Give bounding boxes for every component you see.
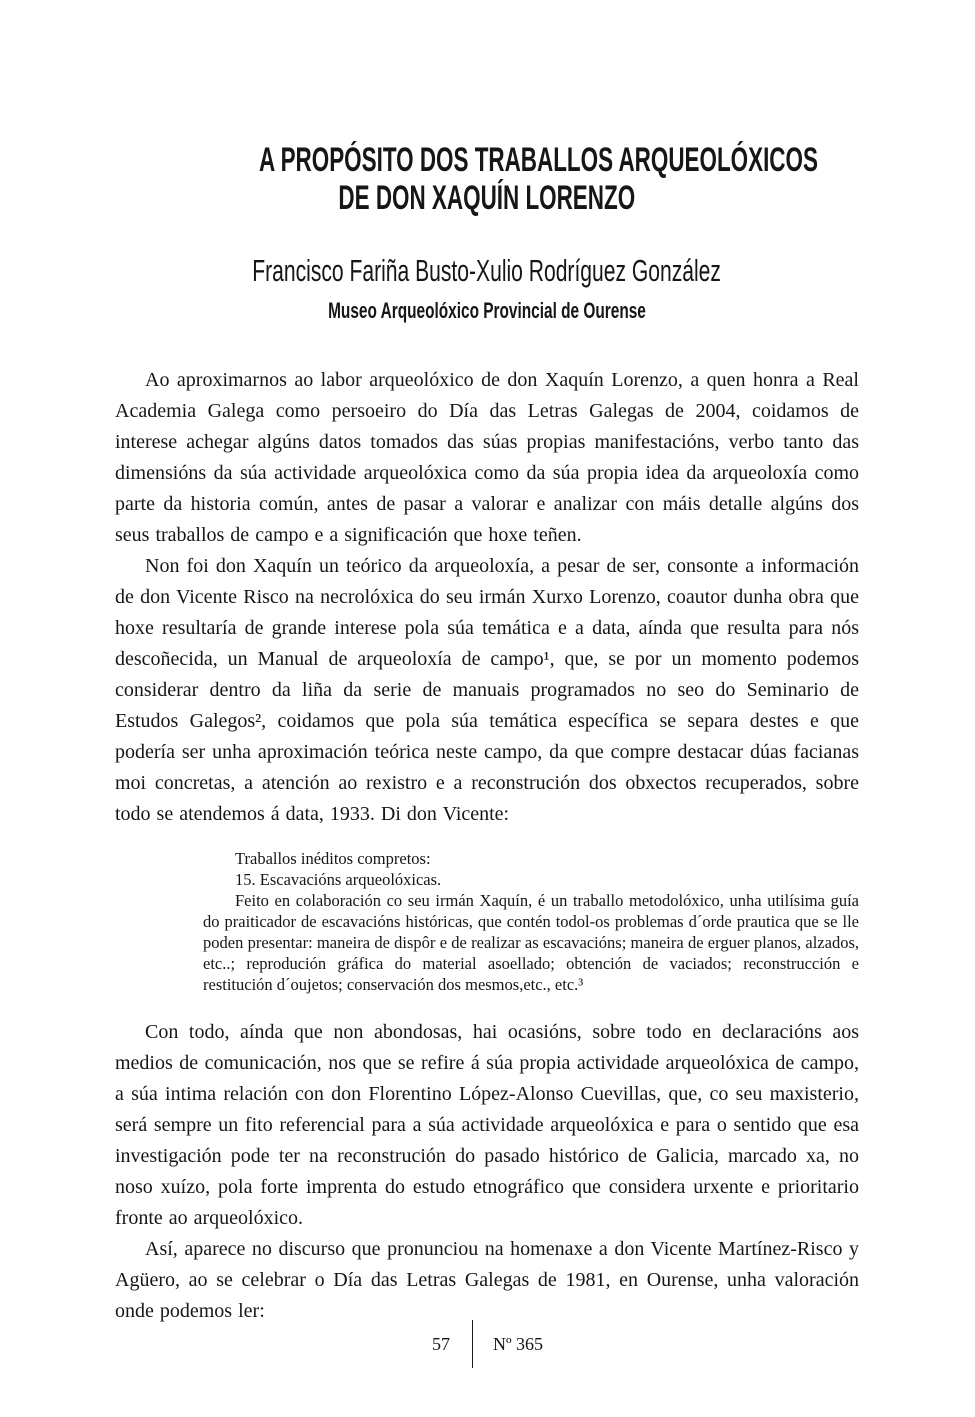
paragraph-4: Así, aparece no discurso que pronunciou na homenaxe a don Vicente Martínez-Risco y Agüero, ao se celebrar o Día das Letras Galegas de 1981, en Ourense, unha valoración onde podemos ler: xyxy=(115,1238,859,1322)
paragraph-1: Ao aproximarnos ao labor arqueolóxico de don Xaquín Lorenzo, a quen honra a Real Academia Galega como persoeiro do Día das Letras Galegas de 2004, coidamos de interese achegar algúns datos tomados das súas propias manifestacións, verbo tanto das dimensións da súa actividade arqueolóxica como da súa propia idea da arqueoloxía como parte da historia común, antes de pasar a valorar e analizar con máis detalle algúns dos seus traballos de campo e a significación que hoxe teñen. xyxy=(115,369,859,546)
quote-line-1: Traballos inéditos compretos: xyxy=(235,849,431,868)
article-title-line2: DE DON XAQUÍN LORENZO xyxy=(338,179,636,217)
affiliation-text: Museo Arqueolóxico Provincial de Ourense xyxy=(328,298,646,323)
page-number: 57 xyxy=(431,1333,450,1354)
article-title-line2-wrap xyxy=(115,179,859,217)
article-title-line1-wrap xyxy=(115,141,859,179)
authors-names: Francisco Fariña Busto-Xulio Rodríguez González xyxy=(252,253,722,288)
page-footer xyxy=(0,1320,975,1368)
affiliation-line xyxy=(115,297,859,325)
issue-number: Nº 365 xyxy=(492,1333,544,1354)
quote-line-2: 15. Escavacións arqueolóxicas. xyxy=(235,870,442,889)
article-title-line1: A PROPÓSITO DOS TRABALLOS ARQUEOLÓXICOS xyxy=(258,141,818,179)
quote-paragraph: Feito en colaboración co seu irmán Xaquín, é un traballo metodolóxico, unha utilísima guía do praiticador de escavacións históricas, que contén todol-os problemas d´orde prautica que se lle poden presentar: maneira de dispôr e de realizar as escavacións; maneira de erguer planos, alzados, etc..; reprodución gráfica do material asoellado; obtención de vaciados; reconstrucción e restitución d´oujetos; conservación dos mesmos,etc., etc.³ xyxy=(203,891,859,994)
paragraph-3: Con todo, aínda que non abondosas, hai ocasións, sobre todo en declaracións aos medios de comunicación, nos que se refire á súa propia actividade arqueolóxica de campo, a súa intima relación con don Florentino López-Alonso Cuevillas, que, co seu maxisterio, será sempre un fito referencial para a súa actividade arqueolóxica e para o sentido que esa investigación pode ter na reconstrución do pasado histórico de Galicia, marcado xa, no noso xuízo, pola forte imprenta do estudo etnográfico que considera urxente e prioritario fronte ao arqueolóxico. xyxy=(115,1021,859,1229)
quotation-block xyxy=(203,848,859,995)
authors-line xyxy=(115,251,859,291)
article-title xyxy=(115,141,859,217)
paragraph-2: Non foi don Xaquín un teórico da arqueoloxía, a pesar de ser, consonte a información de don Vicente Risco na necrolóxica do seu irmán Xurxo Lorenzo, coautor dunha obra que hoxe resultaría de grande interese pola súa temática e a data, aínda que resulta para nós descoñecida, un Manual de arqueoloxía de campo¹, que, se por un momento podemos considerar dentro da liña da serie de manuais programados no seo do Seminario de Estudos Galegos², coidamos que pola súa temática específica se separa destes e que podería ser unha aproximación teórica neste campo, da que compre destacar dúas facianas moi concretas, a atención ao rexistro e a reconstrución dos obxectos recuperados, sobre todo se atendemos á data, 1933. Di don Vicente: xyxy=(115,555,859,825)
